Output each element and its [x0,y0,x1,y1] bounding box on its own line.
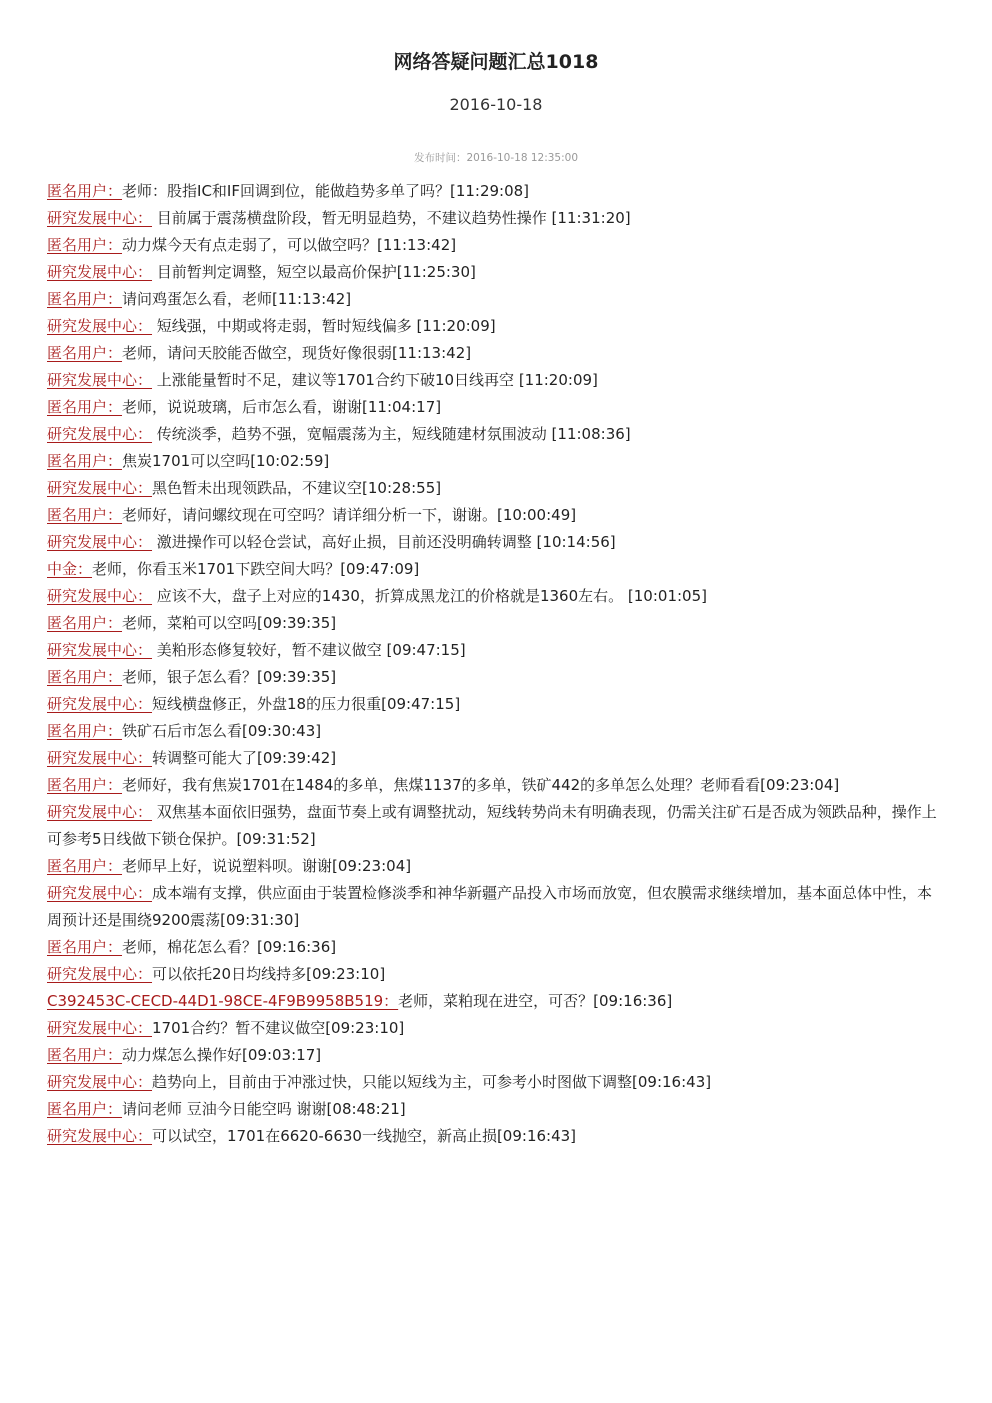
speaker-link[interactable]: 研究发展中心： [47,263,153,281]
entry-text: 传统淡季，趋势不强，宽幅震荡为主，短线随建材氛围波动 [11:08:36] [152,425,631,443]
speaker-link[interactable]: 匿名用户： [47,344,123,362]
speaker-link[interactable]: 研究发展中心： [47,533,153,551]
qa-entry [47,610,947,637]
speaker-link[interactable]: 匿名用户： [47,236,123,254]
entry-text: 焦炭1701可以空吗[10:02:59] [122,452,330,470]
speaker-link[interactable]: 研究发展中心： [47,425,153,443]
entry-text: 请问鸡蛋怎么看，老师[11:13:42] [122,290,352,308]
speaker-link[interactable]: 中金： [47,560,93,578]
qa-entry [47,988,947,1015]
entry-text: 老师，你看玉米1701下跌空间大吗？[09:47:09] [92,560,420,578]
speaker-link[interactable]: 匿名用户： [47,857,123,875]
qa-entry [47,367,947,394]
speaker-link[interactable]: 匿名用户： [47,398,123,416]
publish-time-value: 2016-10-18 12:35:00 [466,152,579,164]
qa-entry [47,1042,947,1069]
speaker-link[interactable]: 匿名用户： [47,182,123,200]
entry-text: 老师好，我有焦炭1701在1484的多单，焦煤1137的多单，铁矿442的多单怎么处理？老师看看[09:23:04] [122,776,840,794]
entry-text: 老师早上好，说说塑料呗。谢谢[09:23:04] [122,857,412,875]
speaker-link[interactable]: 匿名用户： [47,290,123,308]
entry-text: 请问老师 豆油今日能空吗 谢谢[08:48:21] [122,1100,406,1118]
qa-entry [47,556,947,583]
qa-entry [47,664,947,691]
qa-entry [47,421,947,448]
qa-entry [47,1096,947,1123]
qa-entry [47,340,947,367]
entry-text: 老师，说说玻璃，后市怎么看，谢谢[11:04:17] [122,398,442,416]
speaker-link[interactable]: 匿名用户： [47,452,123,470]
speaker-link[interactable]: 研究发展中心： [47,371,153,389]
entry-text: 应该不大，盘子上对应的1430，折算成黑龙江的价格就是1360左右。 [10:01:05] [152,587,707,605]
qa-entry [47,475,947,502]
speaker-link[interactable]: 研究发展中心： [47,884,153,902]
entry-text: 可以试空，1701在6620-6630一线抛空，新高止损[09:16:43] [152,1127,577,1145]
qa-entry [47,259,947,286]
entry-text: 1701合约？暂不建议做空[09:23:10] [152,1019,405,1037]
entry-text: 目前暂判定调整，短空以最高价保护[11:25:30] [152,263,476,281]
publish-time [0,150,992,165]
qa-entry [47,691,947,718]
speaker-link[interactable]: 研究发展中心： [47,1073,153,1091]
qa-entry [47,880,947,934]
speaker-link[interactable]: 研究发展中心： [47,965,153,983]
entry-text: 铁矿石后市怎么看[09:30:43] [122,722,322,740]
speaker-link[interactable]: 匿名用户： [47,668,123,686]
entry-text: 趋势向上，目前由于冲涨过快，只能以短线为主，可参考小时图做下调整[09:16:43] [152,1073,712,1091]
publish-time-label: 发布时间： [413,152,467,164]
entry-text: 美粕形态修复较好，暂不建议做空 [09:47:15] [152,641,466,659]
entry-text: 老师，菜粕现在进空，可否？[09:16:36] [398,992,673,1010]
entry-text: 上涨能量暂时不足，建议等1701合约下破10日线再空 [11:20:09] [152,371,598,389]
qa-entry [47,178,947,205]
qa-entry [47,448,947,475]
speaker-link[interactable]: 研究发展中心： [47,317,153,335]
entry-text: 成本端有支撑，供应面由于装置检修淡季和神华新疆产品投入市场而放宽，但农膜需求继续增加，基本面总体中性，本周预计还是围绕9200震荡[09:31:30] [47,884,933,929]
entry-text: 老师，棉花怎么看？[09:16:36] [122,938,337,956]
speaker-link[interactable]: 研究发展中心： [47,209,153,227]
entry-text: 老师，银子怎么看？[09:39:35] [122,668,337,686]
entry-text: 短线强，中期或将走弱，暂时短线偏多 [11:20:09] [152,317,496,335]
qa-entry [47,853,947,880]
entry-text: 激进操作可以轻仓尝试，高好止损，目前还没明确转调整 [10:14:56] [152,533,616,551]
speaker-link[interactable]: 研究发展中心： [47,803,153,821]
speaker-link[interactable]: 研究发展中心： [47,1127,153,1145]
page-title: 网络答疑问题汇总1018 [393,51,599,73]
qa-entry [47,961,947,988]
entry-text: 老师，菜粕可以空吗[09:39:35] [122,614,337,632]
speaker-link[interactable]: 研究发展中心： [47,641,153,659]
entry-text: 转调整可能大了[09:39:42] [152,749,337,767]
entry-text: 短线横盘修正，外盘18的压力很重[09:47:15] [152,695,461,713]
speaker-link[interactable]: 匿名用户： [47,938,123,956]
qa-entry-list [47,178,947,1150]
entry-text: 可以依托20日均线持多[09:23:10] [152,965,386,983]
speaker-link[interactable]: 研究发展中心： [47,749,153,767]
entry-text: 老师，请问天胶能否做空，现货好像很弱[11:13:42] [122,344,472,362]
speaker-link[interactable]: 匿名用户： [47,722,123,740]
qa-entry [47,1015,947,1042]
speaker-link[interactable]: 研究发展中心： [47,479,153,497]
speaker-link[interactable]: 研究发展中心： [47,1019,153,1037]
entry-text: 老师好，请问螺纹现在可空吗？请详细分析一下，谢谢。[10:00:49] [122,506,577,524]
qa-entry [47,718,947,745]
qa-entry [47,637,947,664]
entry-text: 老师：股指IC和IF回调到位，能做趋势多单了吗？[11:29:08] [122,182,530,200]
qa-entry [47,313,947,340]
speaker-link[interactable]: 匿名用户： [47,614,123,632]
speaker-link[interactable]: 匿名用户： [47,1046,123,1064]
entry-text: 目前属于震荡横盘阶段，暂无明显趋势，不建议趋势性操作 [11:31:20] [152,209,631,227]
qa-entry [47,745,947,772]
qa-entry [47,799,947,853]
entry-text: 双焦基本面依旧强势，盘面节奏上或有调整扰动，短线转势尚未有明确表现，仍需关注矿石是否成为领跌品种，操作上可参考5日线做下锁仓保护。[09:31:52] [47,803,937,848]
qa-entry [47,205,947,232]
speaker-link[interactable]: 匿名用户： [47,776,123,794]
speaker-link[interactable]: 研究发展中心： [47,695,153,713]
qa-entry [47,394,947,421]
speaker-link[interactable]: 研究发展中心： [47,587,153,605]
speaker-link[interactable]: 匿名用户： [47,1100,123,1118]
qa-entry [47,529,947,556]
qa-entry [47,772,947,799]
qa-entry [47,583,947,610]
document-date: 2016-10-18 [449,95,543,114]
entry-text: 黑色暂未出现领跌品，不建议空[10:28:55] [152,479,442,497]
qa-entry [47,502,947,529]
speaker-link[interactable]: C392453C-CECD-44D1-98CE-4F9B9958B519： [47,992,399,1010]
entry-text: 动力煤怎么操作好[09:03:17] [122,1046,322,1064]
speaker-link[interactable]: 匿名用户： [47,506,123,524]
entry-text: 动力煤今天有点走弱了，可以做空吗？[11:13:42] [122,236,457,254]
qa-entry [47,286,947,313]
qa-entry [47,232,947,259]
qa-entry [47,1069,947,1096]
qa-entry [47,934,947,961]
qa-entry [47,1123,947,1150]
